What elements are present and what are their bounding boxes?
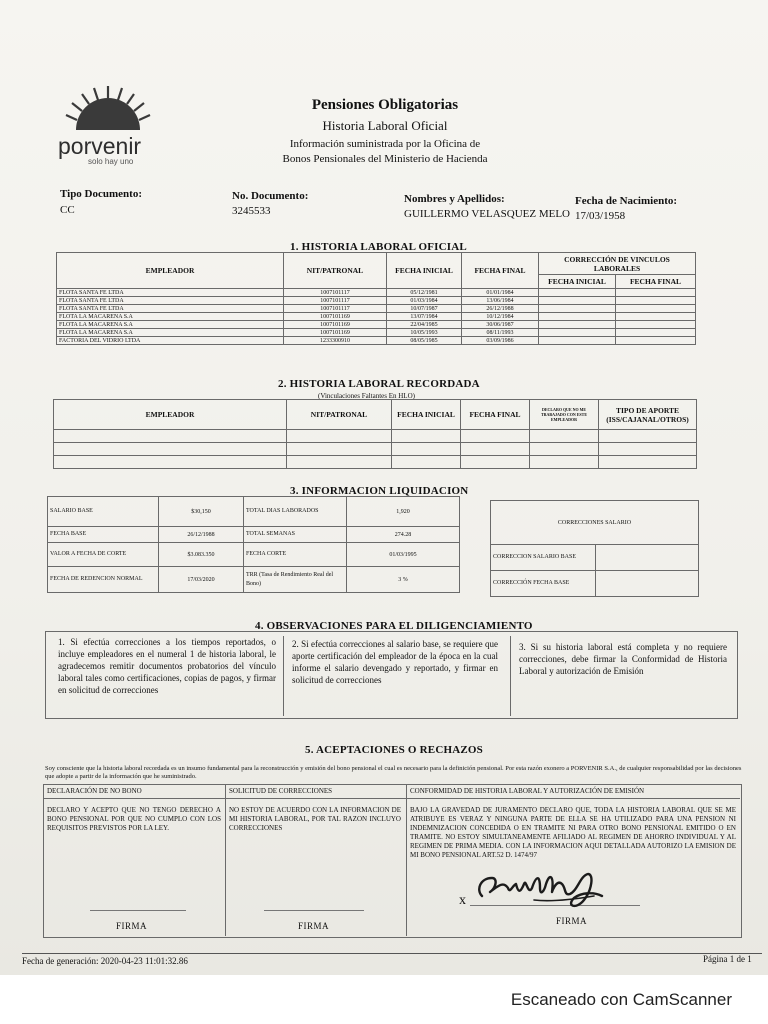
row-nit: 1007101117	[284, 297, 387, 305]
row-correccion-inicial[interactable]	[539, 297, 616, 305]
col-fecha-final: FECHA FINAL	[462, 253, 539, 289]
total-dias-label: TOTAL DIAS LABORADOS	[244, 497, 347, 527]
observacion-1: 1. Si efectúa correcciones a los tiempos reportados, o incluye empleadores en el numeral 1 de historia laboral, le agradecemos remitir documentos probatorios del vínculo laboral tales como certificaciones, copias de pagos, y firmar en solicitud de correcciones	[58, 637, 276, 695]
sun-logo-icon	[58, 84, 158, 132]
liquidacion-table	[47, 496, 460, 593]
col-correccion-inicial: FECHA INICIAL	[539, 275, 616, 289]
observacion-2: 2. Si efectúa correcciones al salario base, se requiere que aporte certificación del empleador de la época en la cual informe el salario devengado y reportado, y firmar en solicitud de correcciones	[292, 639, 498, 685]
section1-title: 1. HISTORIA LABORAL OFICIAL	[290, 241, 467, 253]
section5-title: 5. ACEPTACIONES O RECHAZOS	[305, 744, 483, 756]
tipo-documento-label: Tipo Documento:	[60, 188, 142, 200]
historia-row	[57, 337, 696, 345]
col2-fecha-inicial: FECHA INICIAL	[392, 400, 461, 430]
section2-title: 2. HISTORIA LABORAL RECORDADA	[278, 378, 480, 390]
correccion-fecha-base-label: CORRECCIÓN FECHA BASE	[491, 571, 596, 597]
correcciones-salario-table	[490, 500, 699, 597]
row-empleador: FLOTA SANTA FE LTDA	[57, 289, 284, 297]
aceptaciones-intro: Soy consciente que la historia laboral recordada es un insumo fundamental para la reconstrucción y emisión del bono pensional el cual es necesario para la definición pensional. Por esta razón exonero a PORVENIR S.A., de cualquier responsabilidad por las decisiones que adopte a partir de la información que he suministrado.	[45, 765, 742, 780]
nombres-label: Nombres y Apellidos:	[404, 193, 505, 205]
row-nit: 1007101117	[284, 289, 387, 297]
total-dias-value: 1,920	[347, 497, 460, 527]
row-fecha-final: 08/11/1993	[462, 329, 539, 337]
row-correccion-final[interactable]	[616, 289, 696, 297]
row-fecha-final: 03/09/1986	[462, 337, 539, 345]
row-fecha-final: 10/12/1984	[462, 313, 539, 321]
row-empleador: FLOTA LA MACARENA S.A	[57, 321, 284, 329]
solicitud-correcciones-title: SOLICITUD DE CORRECCIONES	[229, 787, 333, 795]
correccion-salario-base-field[interactable]	[596, 545, 699, 571]
row-nit: 1007101169	[284, 329, 387, 337]
declaracion-no-bono-title: DECLARACIÓN DE NO BONO	[47, 787, 142, 795]
row-fecha-inicial: 10/07/1987	[387, 305, 462, 313]
section4-title: 4. OBSERVACIONES PARA EL DILIGENCIAMIENTO	[255, 620, 533, 632]
row-correccion-inicial[interactable]	[539, 313, 616, 321]
historia-row	[57, 321, 696, 329]
firma-label-3: FIRMA	[556, 916, 588, 926]
row-fecha-final: 26/12/1988	[462, 305, 539, 313]
valor-corte-label: VALOR A FECHA DE CORTE	[48, 543, 159, 567]
fecha-base-label: FECHA BASE	[48, 527, 159, 543]
page-title: Pensiones Obligatorias	[311, 97, 459, 113]
obs-divider-1	[283, 636, 285, 716]
row-fecha-inicial: 08/05/1985	[387, 337, 462, 345]
fecha-corte-value: 01/03/1995	[347, 543, 460, 567]
handwritten-signature-icon	[470, 866, 630, 914]
row-fecha-inicial: 05/12/1981	[387, 289, 462, 297]
observacion-3: 3. Si su historia laboral está completa y no requiere correcciones, debe firmar la Conformidad de Historia Laboral y autorización de Emisión	[519, 642, 727, 676]
row-correccion-final[interactable]	[616, 329, 696, 337]
historia-row	[57, 313, 696, 321]
col-empleador: EMPLEADOR	[57, 253, 284, 289]
col-fecha-inicial: FECHA INICIAL	[387, 253, 462, 289]
row-fecha-final: 01/01/1984	[462, 289, 539, 297]
accept-divider-1	[225, 784, 227, 936]
numero-documento-label: No. Documento:	[232, 190, 309, 202]
salario-base-value: $30,150	[159, 497, 244, 527]
numero-documento-value: 3245533	[232, 205, 271, 217]
col2-empleador: EMPLEADOR	[54, 400, 287, 430]
col-correccion-vinculos: CORRECCIÓN DE VINCULOS LABORALES	[539, 253, 696, 275]
tipo-documento-value: CC	[60, 204, 75, 216]
row-correccion-final[interactable]	[616, 337, 696, 345]
fecha-corte-label: FECHA CORTE	[244, 543, 347, 567]
historia-recordada-table	[53, 399, 697, 469]
row-nit: 1007101169	[284, 321, 387, 329]
col2-nit: NIT/PATRONAL	[287, 400, 392, 430]
firma-line-2	[264, 910, 364, 911]
total-semanas-label: TOTAL SEMANAS	[244, 527, 347, 543]
pagina-numero: Página 1 de 1	[703, 954, 752, 964]
firma-label-1: FIRMA	[116, 921, 148, 931]
trr-value: 3 %	[347, 567, 460, 593]
fecha-generacion: Fecha de generación: 2020-04-23 11:01:32.86	[22, 956, 188, 966]
col2-tipo-aporte: TIPO DE APORTE (ISS/CAJANAL/OTROS)	[599, 400, 697, 430]
row-fecha-inicial: 13/07/1984	[387, 313, 462, 321]
historia-row	[57, 297, 696, 305]
row-empleador: FLOTA SANTA FE LTDA	[57, 297, 284, 305]
row-fecha-final: 30/06/1987	[462, 321, 539, 329]
row-correccion-final[interactable]	[616, 297, 696, 305]
brand-tagline: solo hay uno	[88, 157, 134, 166]
section2-note: (Vinculaciones Faltantes En HLO)	[318, 392, 415, 400]
historia-laboral-table	[56, 252, 696, 345]
row-fecha-inicial: 01/03/1984	[387, 297, 462, 305]
col2-fecha-final: FECHA FINAL	[461, 400, 530, 430]
fecha-nacimiento-value: 17/03/1958	[575, 210, 626, 222]
historia-row	[57, 289, 696, 297]
historia-row	[57, 305, 696, 313]
col-nit: NIT/PATRONAL	[284, 253, 387, 289]
row-correccion-inicial[interactable]	[539, 305, 616, 313]
row-correccion-final[interactable]	[616, 321, 696, 329]
row-correccion-inicial[interactable]	[539, 337, 616, 345]
fecha-redencion-value: 17/03/2020	[159, 567, 244, 593]
brand-name: porvenir	[58, 133, 142, 159]
trr-label: TRR (Tasa de Rendimiento Real del Bono)	[244, 567, 347, 593]
section3-title: 3. INFORMACION LIQUIDACION	[290, 485, 469, 497]
page-subtitle: Historia Laboral Oficial	[322, 118, 448, 133]
correccion-fecha-base-field[interactable]	[596, 571, 699, 597]
row-empleador: FLOTA LA MACARENA S.A	[57, 313, 284, 321]
firma-label-2: FIRMA	[298, 921, 330, 931]
historia-row	[57, 329, 696, 337]
nombres-value: GUILLERMO VELASQUEZ MELO	[404, 208, 571, 220]
row-fecha-inicial: 10/05/1993	[387, 329, 462, 337]
header-line-1: Información suministrada por la Oficina de	[289, 138, 481, 150]
header-line-2: Bonos Pensionales del Ministerio de Hacienda	[282, 153, 488, 165]
porvenir-logo	[58, 84, 158, 164]
row-correccion-inicial[interactable]	[539, 289, 616, 297]
row-nit: 1007101117	[284, 305, 387, 313]
conformidad-title: CONFORMIDAD DE HISTORIA LABORAL Y AUTORIZACIÓN DE EMISIÓN	[410, 787, 645, 795]
row-correccion-inicial[interactable]	[539, 321, 616, 329]
col-correccion-final: FECHA FINAL	[616, 275, 696, 289]
declaracion-no-bono-text: DECLARO Y ACEPTO QUE NO TENGO DERECHO A BONO PENSIONAL POR QUE NO CUMPLO CON LOS REQUISITOS PREVISTOS POR LA LEY.	[47, 806, 221, 832]
footer-rule	[22, 953, 762, 954]
col2-declaro: DECLARO QUE NO ME TRABAJADO CON ESTE EMPLEADOR	[530, 400, 599, 430]
accept-divider-2	[406, 784, 408, 936]
row-empleador: FACTORIA DEL VIDRIO LTDA	[57, 337, 284, 345]
fecha-redencion-label: FECHA DE REDENCION NORMAL	[48, 567, 159, 593]
row-fecha-inicial: 22/04/1985	[387, 321, 462, 329]
conformidad-text: BAJO LA GRAVEDAD DE JURAMENTO DECLARO QUE, TODA LA HISTORIA LABORAL QUE SE ME ATRIBUYE ES VERAZ Y NINGUNA PARTE DE ELLA SE HA UTILIZADO PARA UNA PENSION NI INDEMNIZACION CONCEDIDA O EN TRAMITE NI PARA OTRO BONO PENSIONAL EMITIDO O EN TRAMITE. NO ESTOY SIMULTANEAMENTE AFILIADO AL REGIMEN DE AHORRO INDIVIDUAL Y AL REGIMEN DE PRIMA MEDIA. CON LA INFORMACION AQUI DETALLADA AUTORIZO LA EMISION DE MI BONO PENSIONAL ART.52 D. 1474/97	[410, 806, 736, 859]
row-empleador: FLOTA SANTA FE LTDA	[57, 305, 284, 313]
row-correccion-inicial[interactable]	[539, 329, 616, 337]
fecha-nacimiento-label: Fecha de Nacimiento:	[575, 195, 678, 207]
row-nit: 1007101169	[284, 313, 387, 321]
correcciones-salario-title: CORRECCIONES SALARIO	[491, 501, 699, 545]
row-correccion-final[interactable]	[616, 305, 696, 313]
row-correccion-final[interactable]	[616, 313, 696, 321]
row-fecha-final: 13/06/1984	[462, 297, 539, 305]
row-empleador: FLOTA LA MACARENA S.A	[57, 329, 284, 337]
solicitud-correcciones-text: NO ESTOY DE ACUERDO CON LA INFORMACION DE MI HISTORIA LABORAL, POR TAL RAZON INCLUYO CORRECCIONES	[229, 806, 401, 832]
camscanner-watermark: Escaneado con CamScanner	[510, 990, 732, 1009]
firma-line-1	[90, 910, 186, 911]
correccion-salario-base-label: CORRECCION SALARIO BASE	[491, 545, 596, 571]
obs-divider-2	[510, 636, 512, 716]
valor-corte-value: $3.083.350	[159, 543, 244, 567]
firma-x-mark: x	[459, 893, 466, 908]
accept-header-line	[43, 798, 740, 800]
salario-base-label: SALARIO BASE	[48, 497, 159, 527]
total-semanas-value: 274.28	[347, 527, 460, 543]
fecha-base-value: 26/12/1988	[159, 527, 244, 543]
row-nit: 1233300910	[284, 337, 387, 345]
